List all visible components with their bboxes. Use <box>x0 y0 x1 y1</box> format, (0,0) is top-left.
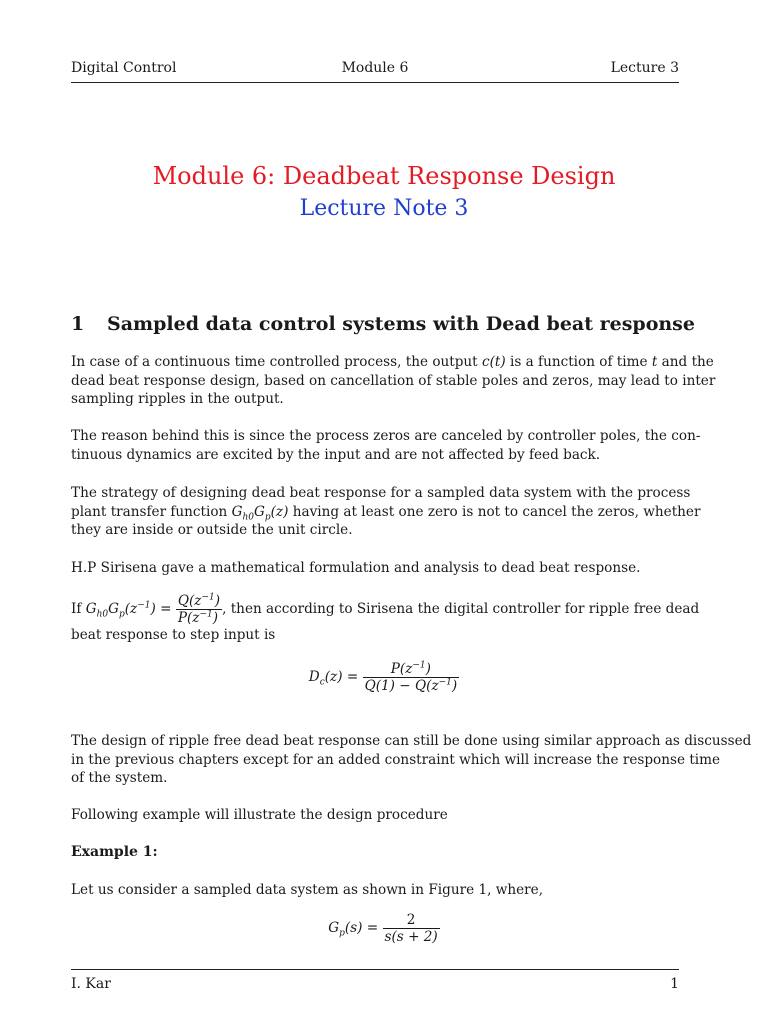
page-number: 1 <box>670 976 679 992</box>
header-course: Digital Control <box>71 60 177 76</box>
paragraph-7: Following example will illustrate the design procedure <box>71 807 448 823</box>
equation-dc: $D_c(z)$ = $\frac{P(z^{-1})}{Q(1) - Q(z^{-1})}$ <box>308 660 458 694</box>
fraction-q-over-p: $\frac{Q(z^{-1})}{P(z^{-1})}$ <box>177 592 221 626</box>
running-header <box>71 60 679 80</box>
paragraph-2: The reason behind this is since the process zeros are canceled by controller poles, the con- tinuous dynamics are excited by the input and are not affected by feed back. <box>71 428 701 463</box>
header-rule <box>71 82 679 83</box>
paragraph-6: The design of ripple free dead beat response can still be done using similar approach as discussed in the previous chapters except for an added constraint which will increase the response time of the system. <box>71 733 752 787</box>
module-title: Module 6: Deadbeat Response Design <box>152 162 616 190</box>
header-module: Module 6 <box>341 60 409 76</box>
equation-gp: $G_p(s)$ = $\frac{2}{s(s + 2)}$ <box>328 912 438 945</box>
footer-rule <box>71 969 679 970</box>
lecture-title: Lecture Note 3 <box>299 196 469 221</box>
running-footer <box>71 976 679 996</box>
section-number: 1 <box>71 313 85 335</box>
section-title: Sampled data control systems with Dead beat response <box>107 313 695 335</box>
paragraph-5: If $G_{h0}G_p(z^{-1})$ = $\frac{Q(z^{-1})}{P(z^{-1})}$ , then according to Sirisena the digital controller for ripple free dead beat response to step input is <box>71 592 700 643</box>
header-lecture: Lecture 3 <box>610 60 679 76</box>
example-heading: Example 1: <box>71 844 158 860</box>
math-ct: c(t) <box>481 354 506 370</box>
math-transfer-fn: $G_{h0}G_p(z^{-1})$ <box>85 600 156 620</box>
paragraph-8: Let us consider a sampled data system as shown in Figure 1, where, <box>71 882 544 898</box>
footer-author: I. Kar <box>71 976 111 992</box>
math-t: t <box>651 354 658 370</box>
paragraph-1: In case of a continuous time controlled process, the output c(t) is a function of time t and the dead beat response design, based on cancellation of stable poles and zeros, may lead to inter sampling ripples in the output. <box>71 354 716 408</box>
paragraph-4: H.P Sirisena gave a mathematical formulation and analysis to dead beat response. <box>71 560 641 576</box>
math-gh0gp: $G_{h0}G_p(z)$ <box>231 503 289 523</box>
section-heading <box>71 313 695 335</box>
paragraph-3: The strategy of designing dead beat response for a sampled data system with the process plant transfer function $G_{h0}G_p(z)$ having at least one zero is not to cancel the zeros, whether they are inside or outside the unit circle. <box>71 485 701 539</box>
